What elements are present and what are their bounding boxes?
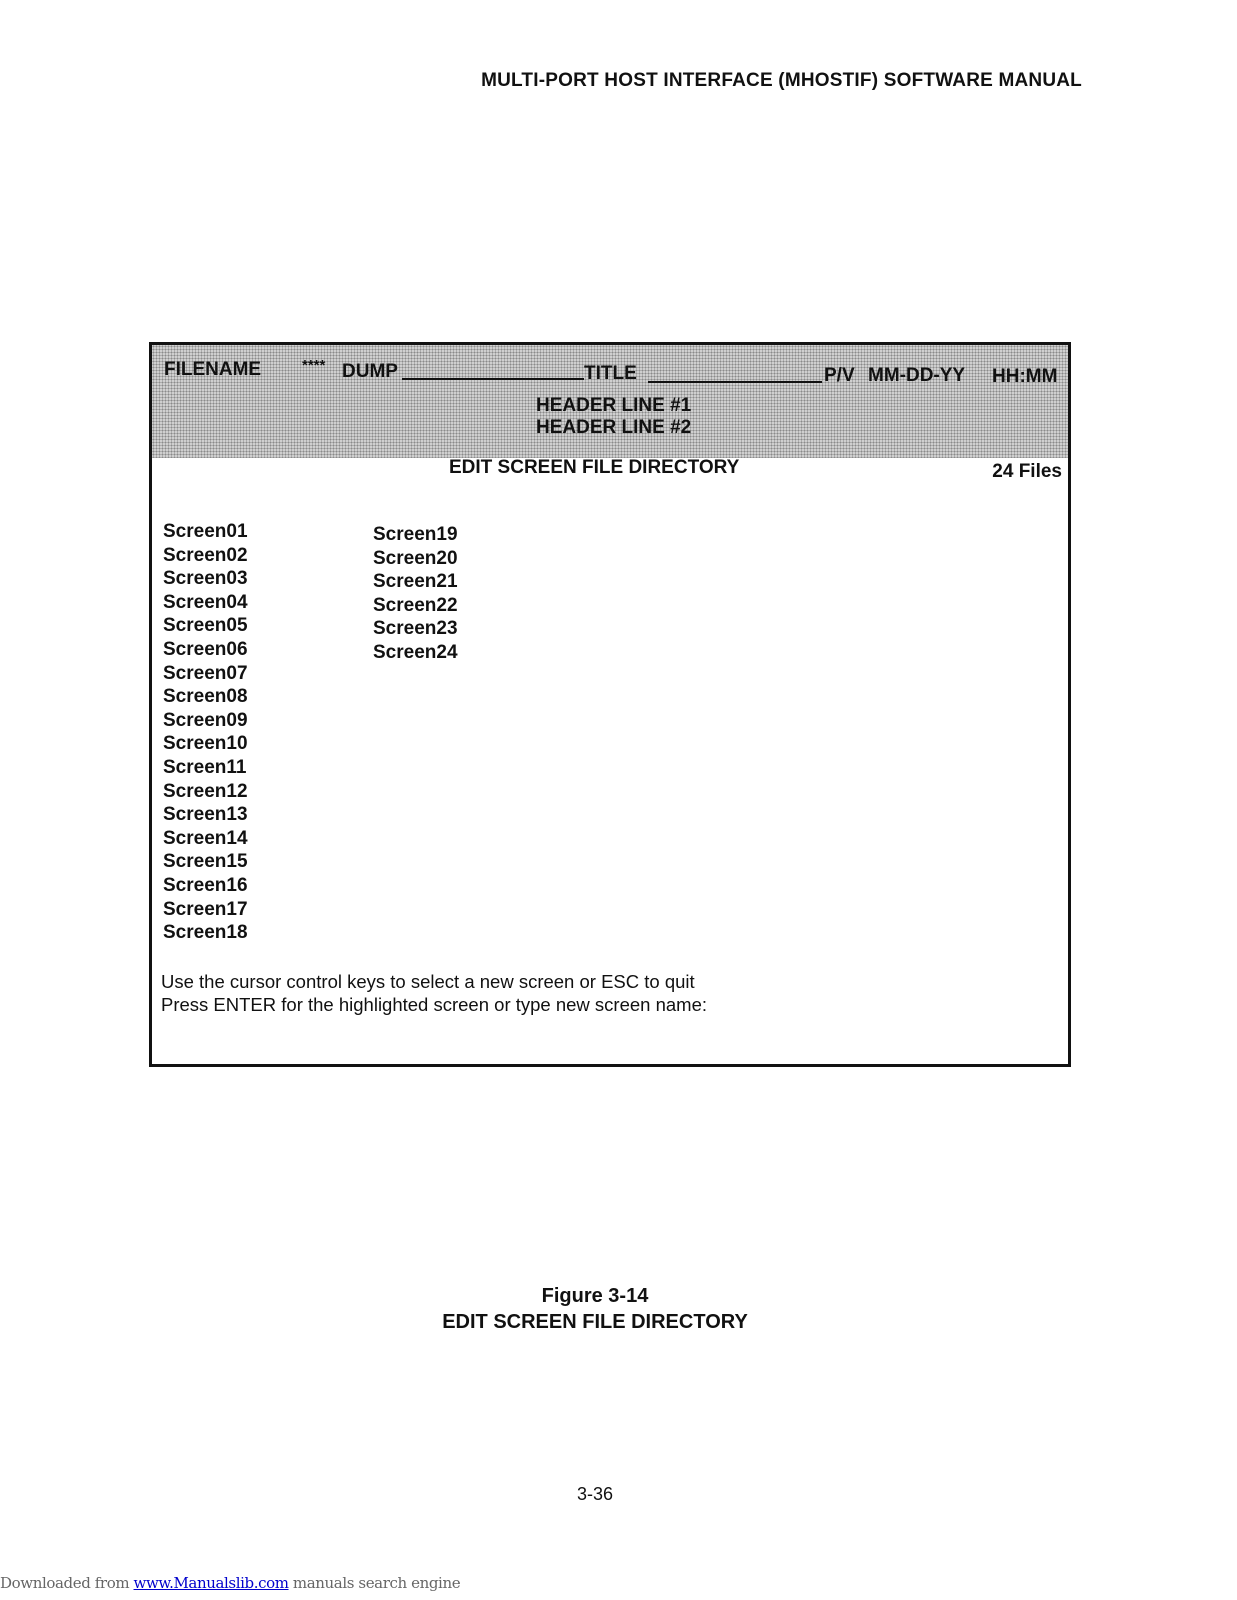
screen-file-item[interactable]: Screen14 [163,827,248,849]
manualslib-link[interactable]: www.Manualslib.com [133,1574,289,1592]
directory-title: EDIT SCREEN FILE DIRECTORY [449,457,740,478]
header-dump-label: DUMP [342,361,398,382]
header-separator-line [402,378,584,380]
screen-file-item[interactable]: Screen24 [373,641,458,663]
header-time-label: HH:MM [992,366,1058,387]
header-pv-label: P/V [824,365,855,386]
screen-file-item[interactable]: Screen18 [163,922,248,944]
instruction-line-2: Press ENTER for the highlighted screen or type new screen name: [161,994,708,1015]
screen-file-item[interactable]: Screen10 [163,733,248,755]
page-number: 3-36 [576,1484,614,1504]
screen-header-band [152,345,1068,458]
manual-title: MULTI-PORT HOST INTERFACE (MHOSTIF) SOFTWARE MANUAL [481,70,1082,91]
screen-file-item[interactable]: Screen16 [163,874,248,896]
screen-file-item[interactable]: Screen07 [163,662,248,684]
instruction-line-1: Use the cursor control keys to select a new screen or ESC to quit [161,971,695,992]
screen-file-item[interactable]: Screen20 [373,547,458,569]
screen-file-item[interactable]: Screen13 [163,804,248,826]
header-separator-line [648,381,822,383]
download-footer [0,1574,460,1592]
file-list-column-1 [163,520,248,945]
file-list-column-2 [373,523,458,665]
screen-file-item[interactable]: Screen09 [163,709,248,731]
screen-file-item[interactable]: Screen11 [163,756,247,778]
screen-file-item[interactable]: Screen03 [163,568,248,590]
figure-title: EDIT SCREEN FILE DIRECTORY [442,1311,748,1333]
screen-file-item[interactable]: Screen02 [163,544,248,566]
header-stars: **** [302,357,326,374]
screen-file-item[interactable]: Screen06 [163,638,248,660]
header-title-label: TITLE [584,363,637,384]
screen-file-item[interactable]: Screen01 [163,521,248,542]
screen-file-item[interactable]: Screen19 [373,524,458,545]
screen-file-item[interactable]: Screen21 [373,571,458,593]
screen-file-item[interactable]: Screen08 [163,686,248,708]
footer-suffix: manuals search engine [288,1574,461,1592]
screen-file-item[interactable]: Screen17 [163,898,248,920]
screen-mockup [149,342,1071,1067]
screen-file-item[interactable]: Screen22 [373,594,458,616]
screen-file-item[interactable]: Screen05 [163,615,248,637]
screen-file-item[interactable]: Screen23 [373,618,458,640]
header-date-label: MM-DD-YY [868,365,966,386]
screen-file-item[interactable]: Screen15 [163,851,248,873]
screen-file-item[interactable]: Screen12 [163,780,248,802]
header-filename-label: FILENAME [164,359,262,380]
screen-file-item[interactable]: Screen04 [163,591,248,613]
figure-number: Figure 3-14 [541,1285,649,1307]
header-line-1: HEADER LINE #1 [536,395,692,416]
header-line-2: HEADER LINE #2 [536,417,692,438]
footer-prefix: Downloaded from [0,1574,134,1592]
file-count: 24 Files [992,461,1062,482]
